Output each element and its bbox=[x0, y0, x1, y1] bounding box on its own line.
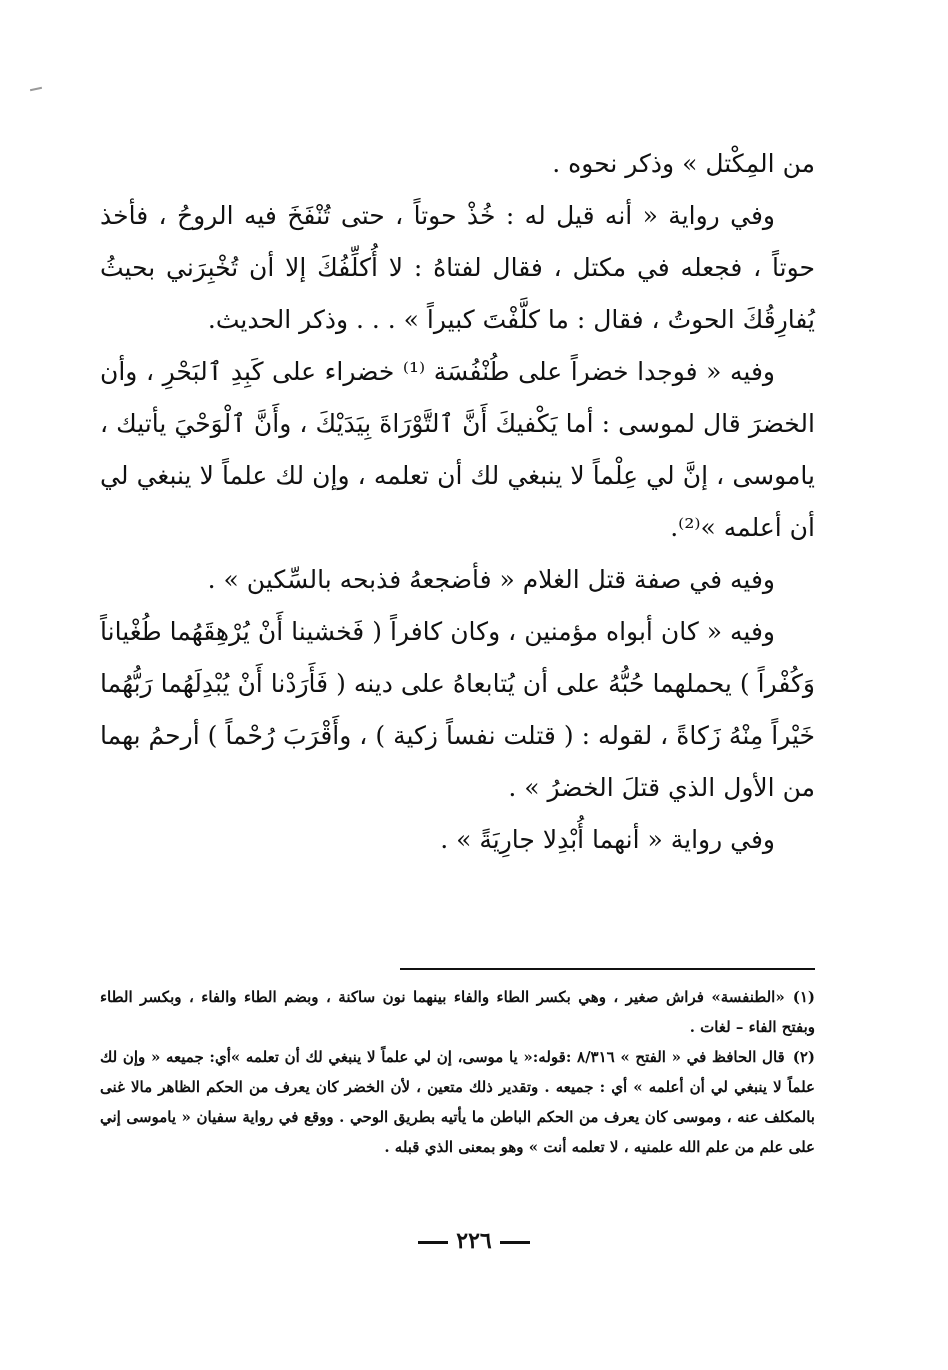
page-number-dash-right bbox=[500, 1241, 530, 1244]
footnote-2 bbox=[100, 1042, 815, 1162]
footnote-1-number: (١) bbox=[792, 988, 815, 1006]
footnote-separator bbox=[400, 968, 815, 970]
footnotes bbox=[100, 982, 815, 1162]
paragraph-2: وفي رواية « أنه قيل له : خُذْ حوتاً ، حتى تُنْفَخَ فيه الروحُ ، فأخذ حوتاً ، فجعله في مكتل ، فقال لفتاهُ : لا أُكلِّفُكَ إلا أن تُخْبِرَني بحيثُ يُفارِقُكَ الحوتُ ، فقال : ما كلَّفْتَ كبيراً » . . . وذكر الحديث. bbox=[100, 201, 815, 334]
paragraph-5: وفيه « كان أبواه مؤمنين ، وكان كافراً ( فَخشينا أَنْ يُرْهِقَهُما طُغْياناً وَكُفْراً ) يحملهما حُبُّهُ على أن يُتابعاهُ على دينه ( فَأَرَدْنا أَنْ يُبْدِلَهُما رَبُّهُما خَيْراً مِنْهُ زَكاةً ، لقوله : ( قتلت نفساً زكية ) ، وأَقْرَبَ رُحْماً ) أرحمُ بهما من الأول الذي قتلَ الخضرُ » . bbox=[100, 617, 815, 802]
main-text bbox=[100, 138, 815, 866]
footnote-2-number: (٢) bbox=[792, 1048, 815, 1066]
paragraph-6: وفي رواية « أنهما أُبْدِلا جارِيَةً » . bbox=[440, 825, 775, 854]
footnote-1-text: «الطنفسة» فراش صغير ، وهي بكسر الطاء والفاء بينهما نون ساكنة ، وبضم الطاء والفاء ، وبكسر الطاء وبفتح الفاء – لغات . bbox=[100, 988, 815, 1036]
page-number-value: ٢٢٦ bbox=[456, 1228, 492, 1254]
paragraph-3: وفيه « فوجدا خضراً على طُنْفُسَة ⁽¹⁾ خضراء على كَبِدِ ٱلبَحْرِ ، وأن الخضرَ قال لموسى : أما يَكْفيكَ أَنَّ ٱلتَّوْرَاةَ بِيَدَيْكَ ، وأَنَّ ٱلْوَحْيَ يأتيك ، ياموسى ، إنَّ لي عِلْماً لا ينبغي لك أن تعلمه ، وإن لك علماً لا ينبغي لي أن أعلمه »⁽²⁾. bbox=[100, 357, 815, 542]
paragraph-1: من المِكْتل » وذكر نحوه . bbox=[552, 149, 815, 178]
page-number-dash-left bbox=[418, 1241, 448, 1244]
scan-speck bbox=[30, 87, 42, 91]
footnote-1 bbox=[100, 982, 815, 1042]
page-number bbox=[0, 1228, 948, 1254]
footnote-2-text: قال الحافظ في « الفتح » ٨/٣١٦ :قوله:« يا موسى، إن لي علماً لا ينبغي لك أن تعلمه »أي: جميعه « وإن لك علماً لا ينبغي لي أن أعلمه » أي : جميعه . وتقدير ذلك متعين ، لأن الخضر كان يعرف من الحكم الظاهر مالا غنى بالمكلف عنه ، وموسى كان يعرف من الحكم الباطن ما يأتيه بطريق الوحي . ووقع في رواية سفيان « ياموسى إني على علم من علم الله علمنيه ، لا تعلمه أنت » وهو بمعنى الذي قبله . bbox=[100, 1048, 815, 1156]
paragraph-4: وفيه في صفة قتل الغلام « فأضجعهُ فذبحه بالسِّكين » . bbox=[207, 565, 775, 594]
